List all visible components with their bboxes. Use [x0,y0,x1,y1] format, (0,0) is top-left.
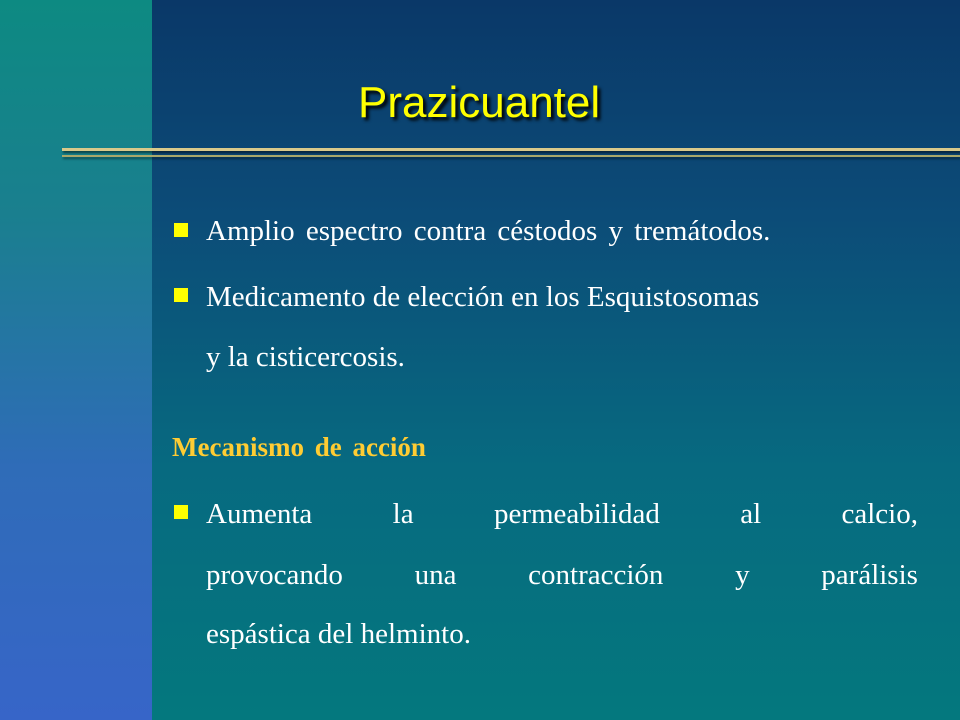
slide-title: Prazicuantel [358,78,601,127]
title-divider-bottom [62,155,960,157]
word: una [414,559,457,591]
word: contracción [528,559,664,591]
bullet-3-line-3: espástica del helminto. [206,618,471,650]
bullet-1-line-1: Amplio espectro contra céstodos y tremátodos. [206,215,771,247]
bullet-2-line-1: Medicamento de elección en los Esquistosomas [206,281,760,313]
bullet-3-line-2 [206,558,918,592]
word: calcio, [841,498,918,530]
word: la [392,498,414,530]
word: permeabilidad [493,498,660,530]
bullet-marker-1 [174,223,188,237]
word: provocando [206,559,343,591]
word: y [735,559,750,591]
word: al [740,498,762,530]
bullet-3-line-1 [206,497,918,531]
decorative-side-band [0,0,152,720]
bullet-marker-2 [174,288,188,302]
title-divider-top [62,148,960,151]
bullet-marker-3 [174,505,188,519]
bullet-2-line-2: y la cisticercosis. [206,341,405,373]
section-heading: Mecanismo de acción [172,432,426,462]
word: parálisis [821,559,918,591]
word: Aumenta [206,498,313,530]
